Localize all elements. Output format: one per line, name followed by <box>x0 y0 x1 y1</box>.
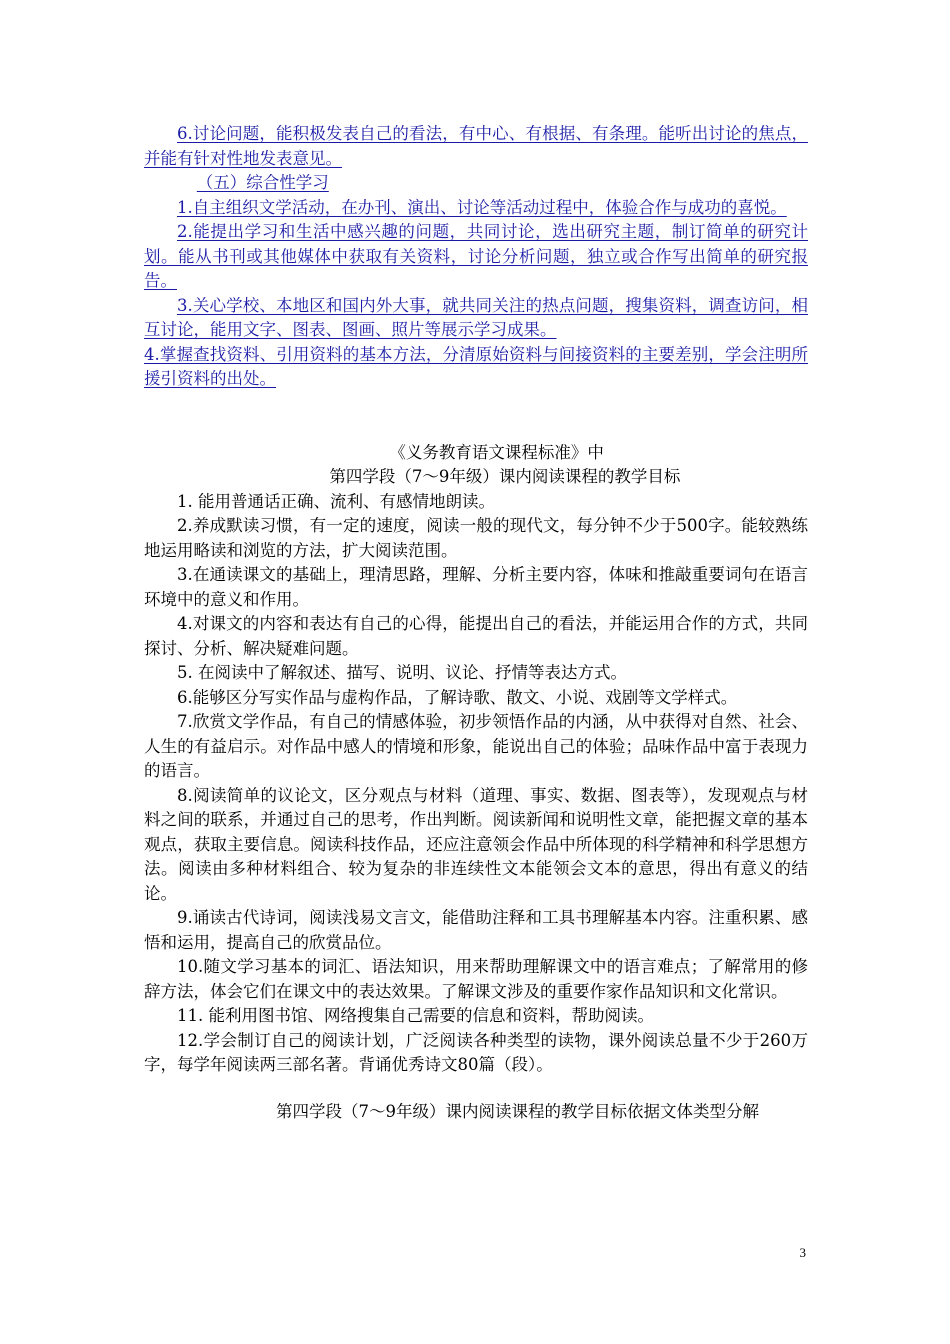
goal-item: 7.欣赏文学作品，有自己的情感体验，初步领悟作品的内涵，从中获得对自然、社会、人生的有益启示。对作品中感人的情境和形象，能说出自己的体验；品味作品中富于表现力的语言。 <box>144 712 808 780</box>
page-content <box>144 122 808 1124</box>
goal-item: 5. 在阅读中了解叙述、描写、说明、议论、抒情等表达方式。 <box>177 663 627 682</box>
goal-item: 4.对课文的内容和表达有自己的心得，能提出自己的看法，并能运用合作的方式，共同探讨、分析、解决疑难问题。 <box>144 614 808 658</box>
spacer <box>144 392 808 441</box>
hyperlink-item-2[interactable]: 2.能提出学习和生活中感兴趣的问题，共同讨论，选出研究主题，制订简单的研究计划。能从书刊或其他媒体中获取有关资料，讨论分析问题，独立或合作写出简单的研究报告。 <box>144 222 808 290</box>
section-title-line-2: 第四学段（7～9年级）课内阅读课程的教学目标 <box>329 467 681 486</box>
goal-item: 2.养成默读习惯，有一定的速度，阅读一般的现代文，每分钟不少于500字。能较熟练地运用略读和浏览的方法，扩大阅读范围。 <box>144 516 808 560</box>
hyperlink-item-1[interactable]: 1.自主组织文学活动，在办刊、演出、讨论等活动过程中，体验合作与成功的喜悦。 <box>177 197 787 217</box>
goal-item: 9.诵读古代诗词，阅读浅易文言文，能借助注释和工具书理解基本内容。注重积累、感悟和运用，提高自己的欣赏品位。 <box>144 908 808 952</box>
hyperlink-item-4[interactable]: 4.掌握查找资料、引用资料的基本方法，分清原始资料与间接资料的主要差别，学会注明所援引资料的出处。 <box>144 344 808 388</box>
goal-item: 11. 能利用图书馆、网络搜集自己需要的信息和资料，帮助阅读。 <box>177 1006 654 1025</box>
spacer <box>144 1078 808 1100</box>
subsection-title: 第四学段（7～9年级）课内阅读课程的教学目标依据文体类型分解 <box>276 1101 759 1121</box>
goal-item: 3.在通读课文的基础上，理清思路，理解、分析主要内容，体味和推敲重要词句在语言环境中的意义和作用。 <box>144 565 808 609</box>
goal-item: 12.学会制订自己的阅读计划，广泛阅读各种类型的读物，课外阅读总量不少于260万字，每学年阅读两三部名著。背诵优秀诗文80篇（段）。 <box>144 1030 808 1074</box>
section-title-line-1: 《义务教育语文课程标准》中 <box>389 442 604 462</box>
hyperlink-item-6[interactable]: 6.讨论问题，能积极发表自己的看法，有中心、有根据、有条理。能听出讨论的焦点，并能有针对性地发表意见。 <box>144 124 808 168</box>
goal-item: 10.随文学习基本的词汇、语法知识，用来帮助理解课文中的语言难点；了解常用的修辞方法，体会它们在课文中的表达效果。了解课文涉及的重要作家作品知识和文化常识。 <box>144 957 808 1001</box>
hyperlink-heading-comprehensive-learning[interactable]: （五）综合性学习 <box>196 173 329 192</box>
page-number: 3 <box>799 1245 806 1260</box>
hyperlink-item-3[interactable]: 3.关心学校、本地区和国内外大事，就共同关注的热点问题，搜集资料，调查访问，相互讨论，能用文字、图表、图画、照片等展示学习成果。 <box>144 295 808 339</box>
goal-item: 1. 能用普通话正确、流利、有感情地朗读。 <box>177 491 495 511</box>
goal-item: 8.阅读简单的议论文，区分观点与材料（道理、事实、数据、图表等），发现观点与材料之间的联系，并通过自己的思考，作出判断。阅读新闻和说明性文章，能把握文章的基本观点，获取主要信息。阅读科技作品，还应注意领会作品中所体现的科学精神和科学思想方法。阅读由多种材料组合、较为复杂的非连续性文本能领会文本的意思，得出有意义的结论。 <box>144 785 808 903</box>
goal-item: 6.能够区分写实作品与虚构作品，了解诗歌、散文、小说、戏剧等文学样式。 <box>177 687 738 707</box>
